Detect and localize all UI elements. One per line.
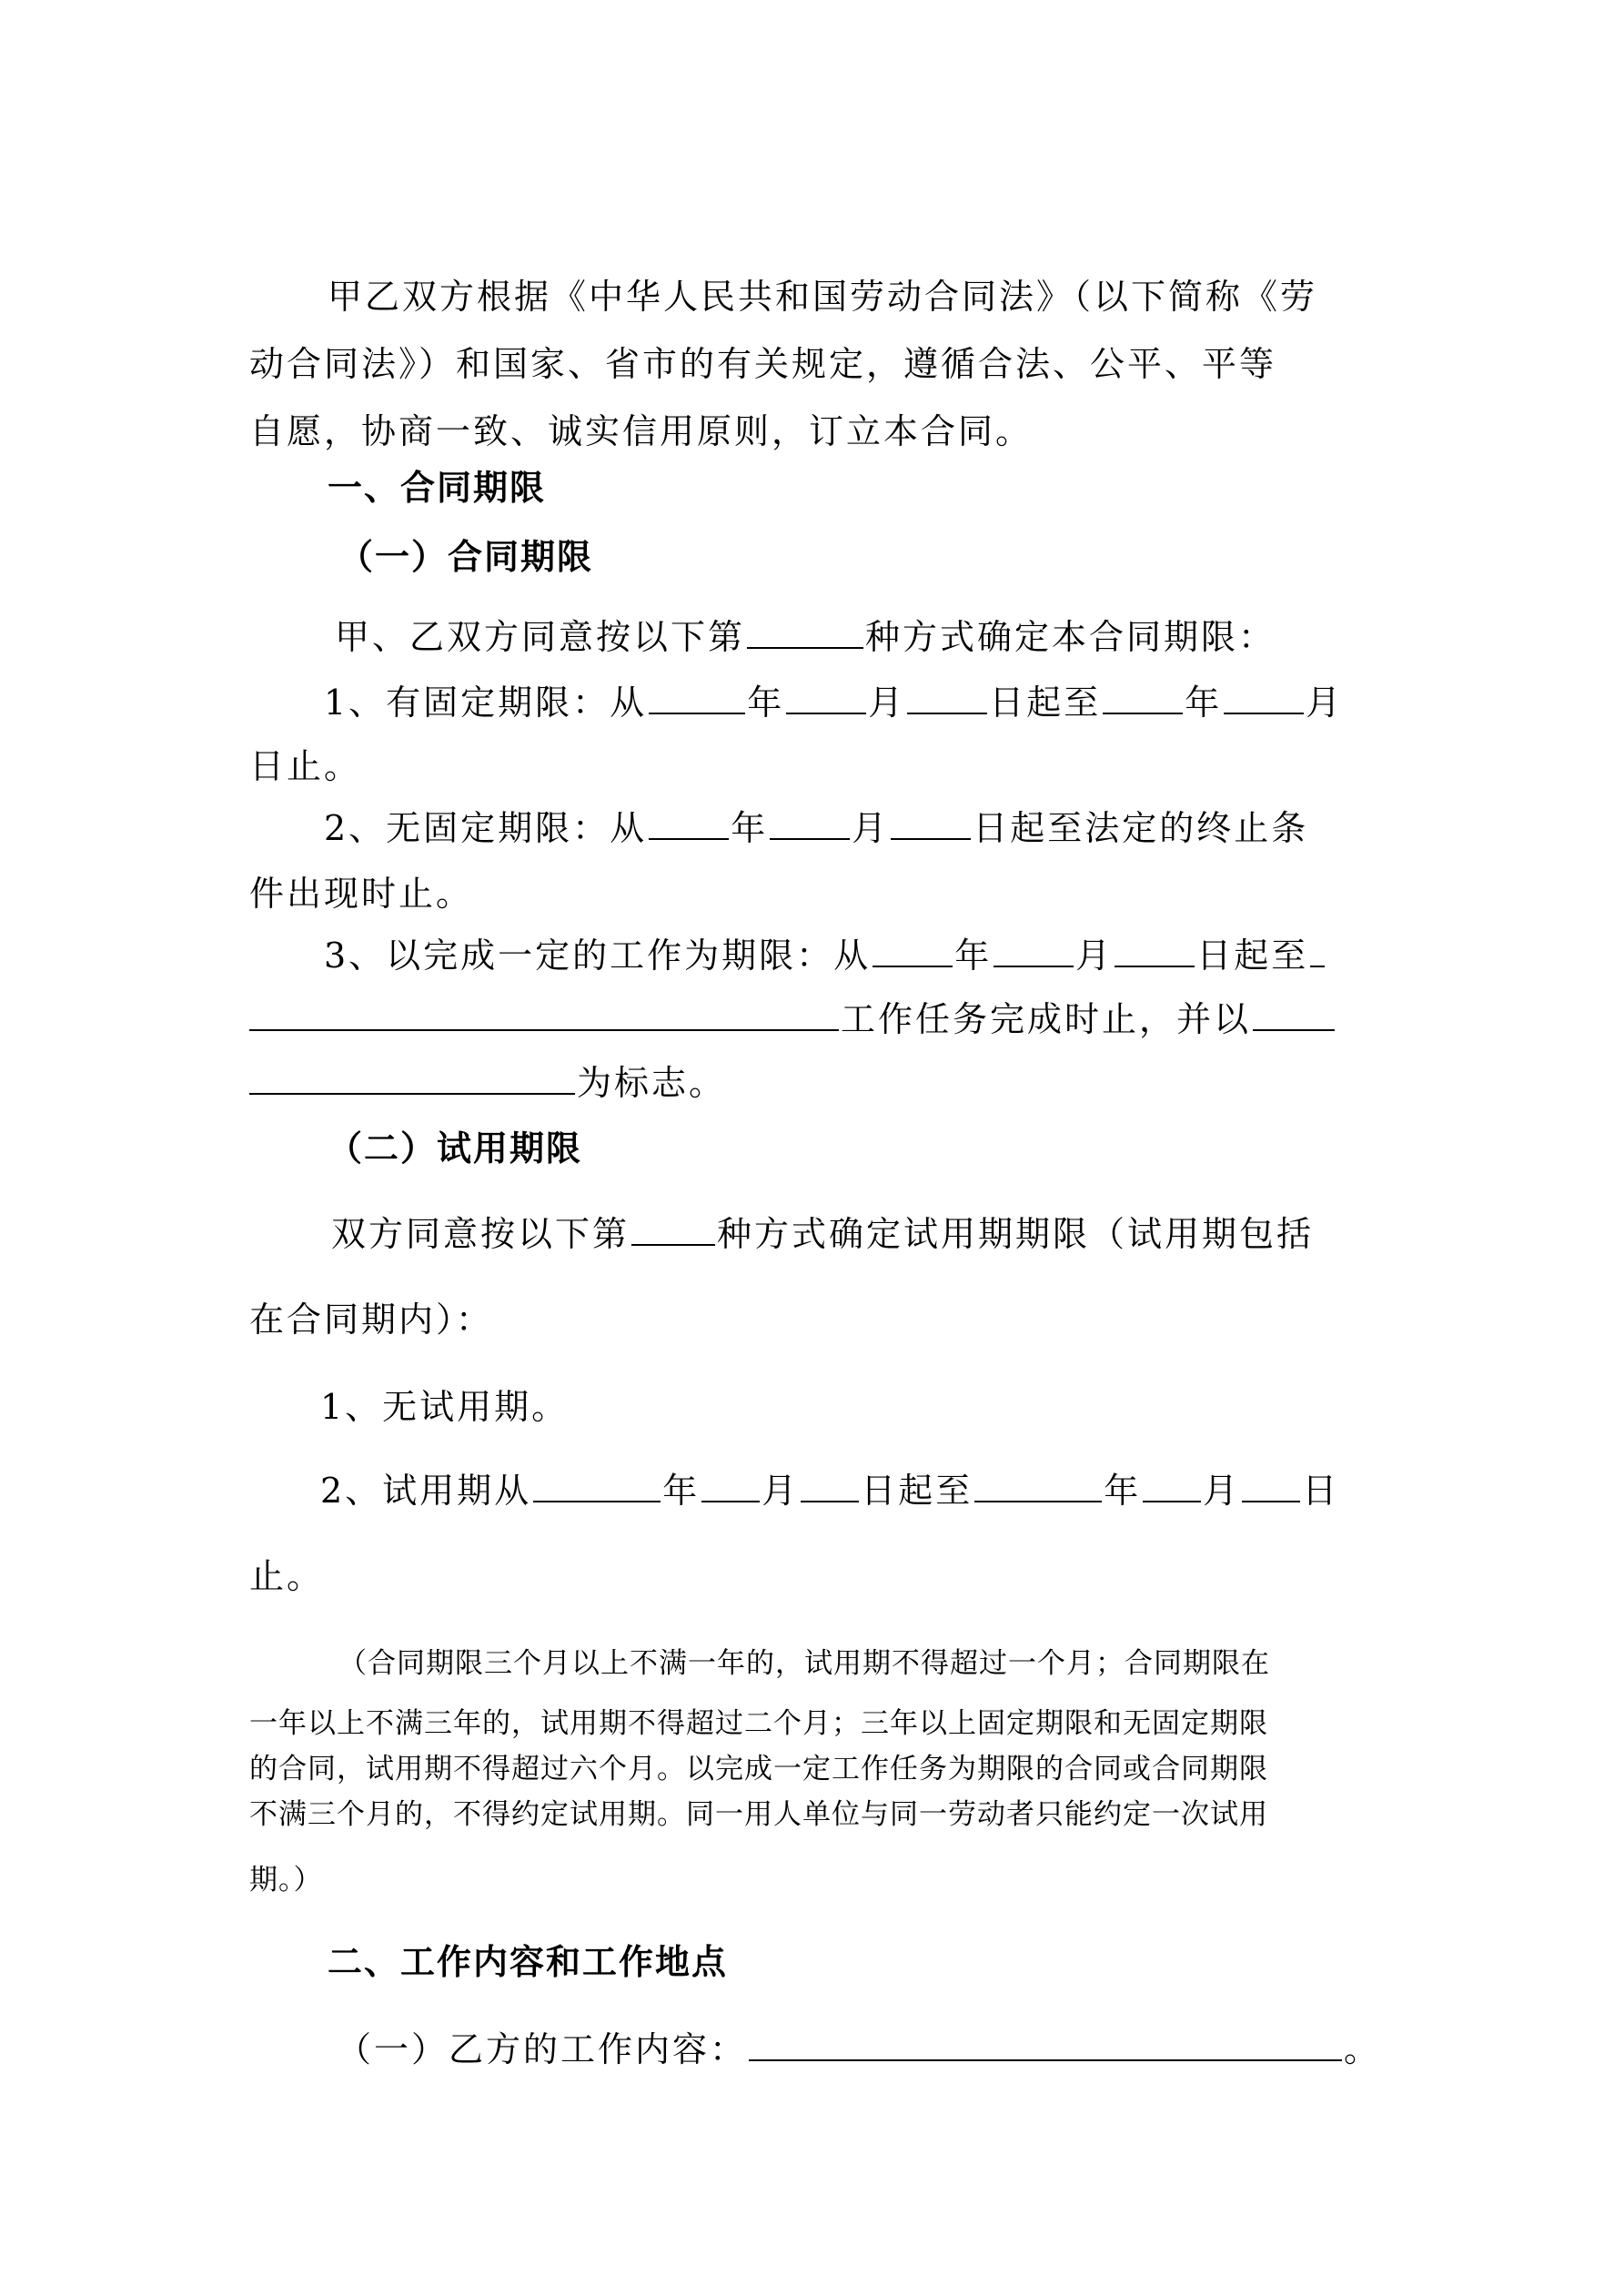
intro-line-3: 自愿，协商一致、诚实信用原则，订立本合同。 bbox=[249, 411, 1034, 451]
option-3-start-year-blank[interactable] bbox=[873, 935, 953, 967]
section-1-sub-2-heading: （二）试用期限 bbox=[328, 1128, 583, 1168]
unit-month: 月 bbox=[1203, 1471, 1241, 1511]
term-option-2-prefix: 2、无固定期限：从 bbox=[324, 808, 648, 848]
option-1-start-month-blank[interactable] bbox=[786, 682, 866, 714]
probation-end-year-blank[interactable] bbox=[974, 1470, 1102, 1502]
probation-option-2-cont: 止。 bbox=[249, 1556, 325, 1596]
option-3-marker-blank-start[interactable] bbox=[1253, 998, 1335, 1031]
unit-month: 月 bbox=[1075, 936, 1114, 976]
term-choice-before: 甲、乙双方同意按以下第 bbox=[335, 617, 746, 657]
term-choice-blank[interactable] bbox=[747, 616, 863, 649]
unit-year: 年 bbox=[1185, 683, 1223, 723]
unit-year: 年 bbox=[1104, 1471, 1142, 1511]
option-2-start-year-blank[interactable] bbox=[649, 807, 729, 840]
option-2-start-day-blank[interactable] bbox=[891, 807, 971, 840]
unit-month: 月 bbox=[868, 683, 906, 723]
work-content-label: （一）乙方的工作内容： bbox=[337, 2029, 748, 2069]
option-3-start-day-blank[interactable] bbox=[1115, 935, 1195, 967]
note-line-1: （合同期限三个月以上不满一年的，试用期不得超过一个月；合同期限在 bbox=[338, 1647, 1270, 1680]
term-option-3-mid: 工作任务完成时止，并以 bbox=[841, 999, 1252, 1039]
note-line-3: 的合同，试用期不得超过六个月。以完成一定工作任务为期限的合同或合同期限 bbox=[249, 1753, 1268, 1785]
intro-line-1: 甲乙双方根据《中华人民共和国劳动合同法》（以下简称《劳 bbox=[328, 277, 1318, 317]
probation-choice-blank[interactable] bbox=[631, 1213, 715, 1246]
term-option-3-line-3 bbox=[249, 1061, 726, 1105]
option-3-task-blank-start[interactable] bbox=[1310, 935, 1325, 967]
term-option-3-line bbox=[324, 934, 1326, 977]
work-content-blank[interactable] bbox=[749, 2028, 1342, 2061]
probation-choice-cont: 在合同期内）： bbox=[249, 1300, 494, 1340]
probation-start-month-blank[interactable] bbox=[701, 1470, 760, 1502]
unit-year: 年 bbox=[662, 1471, 701, 1511]
term-option-3-line-2 bbox=[249, 997, 1337, 1041]
option-3-start-month-blank[interactable] bbox=[994, 935, 1074, 967]
term-choice-line bbox=[335, 615, 1276, 659]
option-1-end-month-blank[interactable] bbox=[1224, 682, 1304, 714]
probation-option-2-line bbox=[320, 1469, 1339, 1512]
unit-start: 日起至 bbox=[861, 1471, 973, 1511]
term-option-2-cont: 件出现时止。 bbox=[249, 874, 474, 914]
term-option-3-end: 为标志。 bbox=[577, 1063, 727, 1103]
note-line-5: 期。） bbox=[249, 1864, 323, 1896]
option-2-start-month-blank[interactable] bbox=[770, 807, 850, 840]
probation-option-1: 1、无试用期。 bbox=[320, 1387, 570, 1427]
note-line-2: 一年以上不满三年的，试用期不得超过二个月；三年以上固定期限和无固定期限 bbox=[249, 1707, 1268, 1740]
probation-end-month-blank[interactable] bbox=[1143, 1470, 1201, 1502]
term-option-3-prefix: 3、以完成一定的工作为期限：从 bbox=[324, 936, 872, 976]
probation-end-day-blank[interactable] bbox=[1242, 1470, 1300, 1502]
unit-day: 日 bbox=[1302, 1471, 1340, 1511]
probation-start-year-blank[interactable] bbox=[533, 1470, 661, 1502]
term-option-1-cont: 日止。 bbox=[249, 746, 362, 786]
option-1-start-year-blank[interactable] bbox=[649, 682, 745, 714]
note-line-4: 不满三个月的，不得约定试用期。同一用人单位与同一劳动者只能约定一次试用 bbox=[249, 1798, 1268, 1831]
term-option-2-tail: 日起至法定的终止条 bbox=[973, 808, 1309, 848]
unit-year: 年 bbox=[731, 808, 769, 848]
term-option-2-line bbox=[324, 806, 1308, 850]
unit-year: 年 bbox=[954, 936, 993, 976]
unit-month: 月 bbox=[1306, 683, 1344, 723]
probation-start-day-blank[interactable] bbox=[801, 1470, 859, 1502]
probation-choice-line bbox=[331, 1212, 1314, 1256]
option-3-task-blank[interactable] bbox=[249, 998, 839, 1031]
unit-month: 月 bbox=[762, 1471, 800, 1511]
unit-month: 月 bbox=[852, 808, 890, 848]
probation-option-2-prefix: 2、试用期从 bbox=[320, 1471, 532, 1511]
option-1-end-year-blank[interactable] bbox=[1103, 682, 1183, 714]
unit-year: 年 bbox=[747, 683, 785, 723]
unit-start: 日起至 bbox=[989, 683, 1102, 723]
work-content-line bbox=[337, 2028, 1381, 2071]
term-option-1-prefix: 1、有固定期限：从 bbox=[324, 683, 648, 723]
option-3-marker-blank[interactable] bbox=[249, 1062, 575, 1095]
term-option-3-tail: 日起至 bbox=[1196, 936, 1309, 976]
probation-choice-before: 双方同意按以下第 bbox=[331, 1214, 630, 1254]
probation-choice-after: 种方式确定试用期期限（试用期包括 bbox=[717, 1214, 1315, 1254]
intro-line-2: 动合同法》）和国家、省市的有关规定，遵循合法、公平、平等 bbox=[249, 344, 1277, 384]
option-1-start-day-blank[interactable] bbox=[907, 682, 987, 714]
term-option-1-line bbox=[324, 681, 1343, 724]
section-2-heading: 二、工作内容和工作地点 bbox=[328, 1942, 729, 1982]
term-choice-after: 种方式确定本合同期限： bbox=[865, 617, 1276, 657]
work-content-end: 。 bbox=[1344, 2029, 1382, 2069]
section-1-sub-1-heading: （一）合同期限 bbox=[338, 537, 594, 577]
section-1-heading: 一、合同期限 bbox=[328, 468, 547, 508]
